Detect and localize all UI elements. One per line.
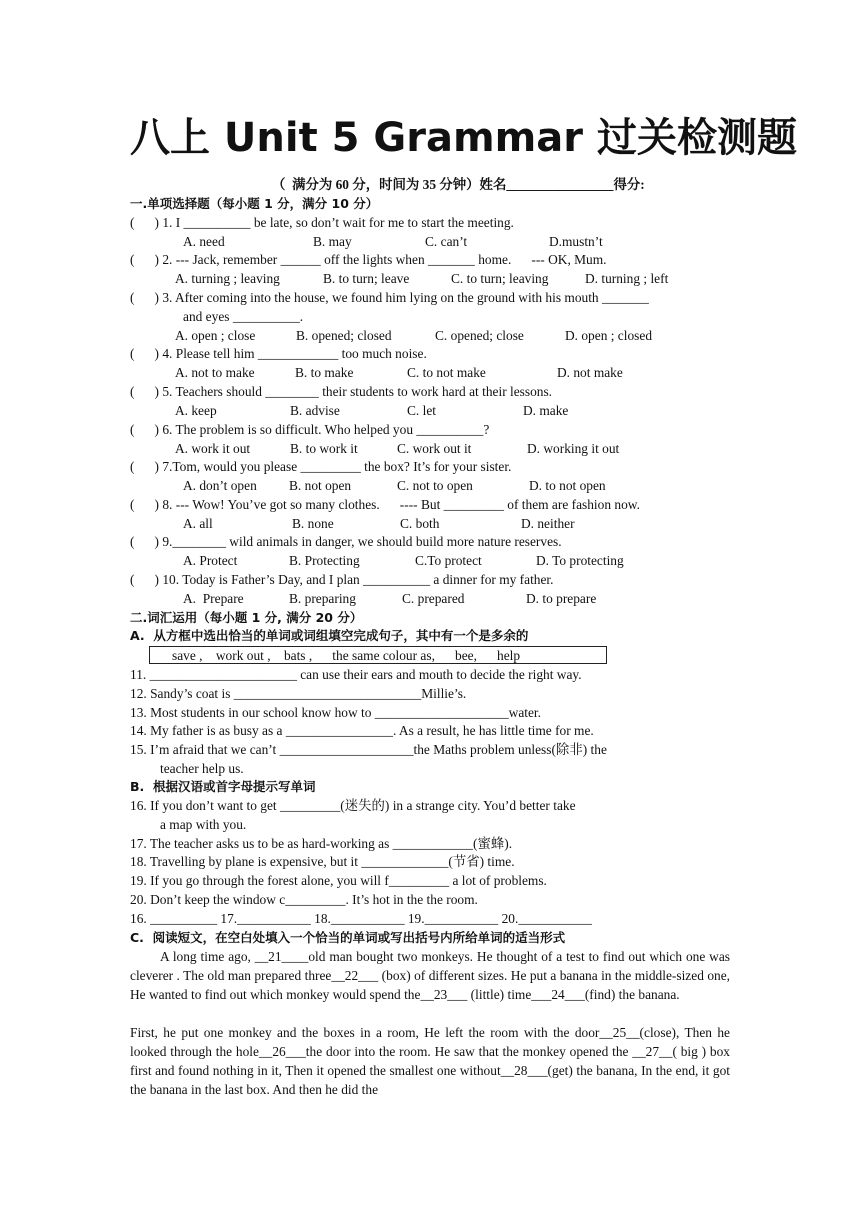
option-a: A. need xyxy=(183,234,225,249)
item-20: 20. Don’t keep the window c_________. It’s hot in the the room. xyxy=(130,892,478,907)
item-16-cont: a map with you. xyxy=(160,817,247,832)
option-d: D. not make xyxy=(557,365,623,380)
question-10-options xyxy=(183,590,596,608)
option-b: B. to work it xyxy=(290,441,358,456)
option-c: C. both xyxy=(400,516,440,531)
item-13: 13. Most students in our school know how to ____________________water. xyxy=(130,705,542,720)
option-a: A. keep xyxy=(175,403,217,418)
item-15: 15. I’m afraid that we can’t ____________________the Maths problem unless(除非) the xyxy=(130,742,607,757)
option-b: B. advise xyxy=(290,403,340,418)
question-1: ( ) 1. I __________ be late, so don’t wait for me to start the meeting. xyxy=(130,215,514,230)
question-2-options xyxy=(175,270,668,288)
option-a: A. don’t open xyxy=(183,478,257,493)
question-3-cont: and eyes __________. xyxy=(183,309,304,324)
question-7-options xyxy=(183,477,606,495)
option-d: D. working it out xyxy=(527,441,620,456)
question-8: ( ) 8. --- Wow! You’ve got so many clothes. ---- But _________ of them are fashion now. xyxy=(130,497,640,512)
option-b: B. to turn; leave xyxy=(323,271,410,286)
page-title: 八上 Unit 5 Grammar 过关检测题 xyxy=(130,115,797,161)
option-b: B. not open xyxy=(289,478,352,493)
question-7: ( ) 7.Tom, would you please _________ the box? It’s for your sister. xyxy=(130,459,512,474)
item-16: 16. If you don’t want to get _________(迷失的) in a strange city. You’d better take xyxy=(130,798,576,813)
question-4-options xyxy=(175,364,623,382)
option-d: D. open ; closed xyxy=(565,328,653,343)
option-c: C. can’t xyxy=(425,234,468,249)
item-18: 18. Travelling by plane is expensive, but it _____________(节省) time. xyxy=(130,854,515,869)
question-9: ( ) 9.________ wild animals in danger, we should build more nature reserves. xyxy=(130,534,562,549)
item-12: 12. Sandy’s coat is ____________________________Millie’s. xyxy=(130,686,467,701)
question-1-options xyxy=(183,233,603,251)
item-17: 17. The teacher asks us to be as hard-working as ____________(蜜蜂). xyxy=(130,836,513,851)
option-b: B. none xyxy=(292,516,334,531)
partB-heading: B. 根据汉语或首字母提示写单词 xyxy=(130,779,316,794)
option-c: C.To protect xyxy=(415,553,482,568)
subtitle: （ 满分为 60 分，时间为 35 分钟）姓名________________得分: xyxy=(272,177,645,192)
option-a: A. Protect xyxy=(183,553,238,568)
item-11: 11. ______________________ can use their ears and mouth to decide the right way. xyxy=(130,667,582,682)
option-d: D. neither xyxy=(521,516,575,531)
option-a: A. all xyxy=(183,516,213,531)
question-6: ( ) 6. The problem is so difficult. Who helped you __________? xyxy=(130,422,490,437)
option-b: B. may xyxy=(313,234,352,249)
question-2: ( ) 2. --- Jack, remember ______ off the lights when _______ home. --- OK, Mum. xyxy=(130,252,607,267)
question-9-options xyxy=(183,552,624,570)
option-d: D. make xyxy=(523,403,569,418)
option-b: B. Protecting xyxy=(289,553,360,568)
option-a: A. turning ; leaving xyxy=(175,271,280,286)
option-b: B. to make xyxy=(295,365,354,380)
question-8-options xyxy=(183,515,575,533)
question-5: ( ) 5. Teachers should ________ their students to work hard at their lessons. xyxy=(130,384,553,399)
option-b: B. preparing xyxy=(289,591,356,606)
answer-line: 16. __________ 17.___________ 18.___________ 19.___________ 20.___________ xyxy=(130,911,592,926)
item-15-cont: teacher help us. xyxy=(160,761,244,776)
section1-heading: 一.单项选择题（每小题 1 分，满分 10 分） xyxy=(130,196,379,211)
option-c: C. not to open xyxy=(397,478,473,493)
option-d: D. to not open xyxy=(529,478,606,493)
word-box-text: save , work out , bats , the same colour as, bee, help xyxy=(172,648,521,663)
option-a: A. Prepare xyxy=(183,591,244,606)
question-6-options xyxy=(175,440,619,458)
option-c: C. to turn; leaving xyxy=(451,271,549,286)
option-d: D. to prepare xyxy=(526,591,597,606)
item-19: 19. If you go through the forest alone, you will f_________ a lot of problems. xyxy=(130,873,547,888)
option-a: A. open ; close xyxy=(175,328,256,343)
question-5-options xyxy=(175,402,568,420)
question-3: ( ) 3. After coming into the house, we found him lying on the ground with his mouth _______ xyxy=(130,290,649,305)
item-14: 14. My father is as busy as a ________________. As a result, he has little time for me. xyxy=(130,723,594,738)
passage-paragraph-2: First, he put one monkey and the boxes in a room, He left the room with the door__25__(close), Then he looked through the hole__26___the door into the room. He saw that the monkey opened the __27__( big ) box first and found nothing in it, Then it opened the smallest one without__28___(get) the banana, In the end, it got the banana in the last box. And then he did the xyxy=(130,1025,730,1097)
partA-heading: A. 从方框中选出恰当的单词或词组填空完成句子，其中有一个是多余的 xyxy=(130,628,529,643)
option-a: A. not to make xyxy=(175,365,255,380)
option-b: B. opened; closed xyxy=(296,328,392,343)
question-4: ( ) 4. Please tell him ____________ too much noise. xyxy=(130,346,427,361)
option-d: D.mustn’t xyxy=(549,234,603,249)
option-c: C. work out it xyxy=(397,441,472,456)
option-d: D. To protecting xyxy=(536,553,624,568)
option-c: C. let xyxy=(407,403,437,418)
section2-heading: 二.词汇运用（每小题 1 分, 满分 20 分） xyxy=(130,610,363,625)
option-c: C. prepared xyxy=(402,591,465,606)
passage-paragraph-1: A long time ago, __21____old man bought two monkeys. He thought of a test to find out which one was cleverer . The old man prepared three__22___ (box) of different sizes. He put a banana in the middle-sized one, He wanted to find out which monkey would spend the__23___ (little) time___24___(find) the banana. xyxy=(130,949,730,1002)
option-d: D. turning ; left xyxy=(585,271,669,286)
option-c: C. opened; close xyxy=(435,328,524,343)
question-10: ( ) 10. Today is Father’s Day, and I plan __________ a dinner for my father. xyxy=(130,572,554,587)
partC-heading: C. 阅读短文，在空白处填入一个恰当的单词或写出括号内所给单词的适当形式 xyxy=(130,930,566,945)
question-3-options xyxy=(175,327,652,345)
option-a: A. work it out xyxy=(175,441,251,456)
option-c: C. to not make xyxy=(407,365,486,380)
